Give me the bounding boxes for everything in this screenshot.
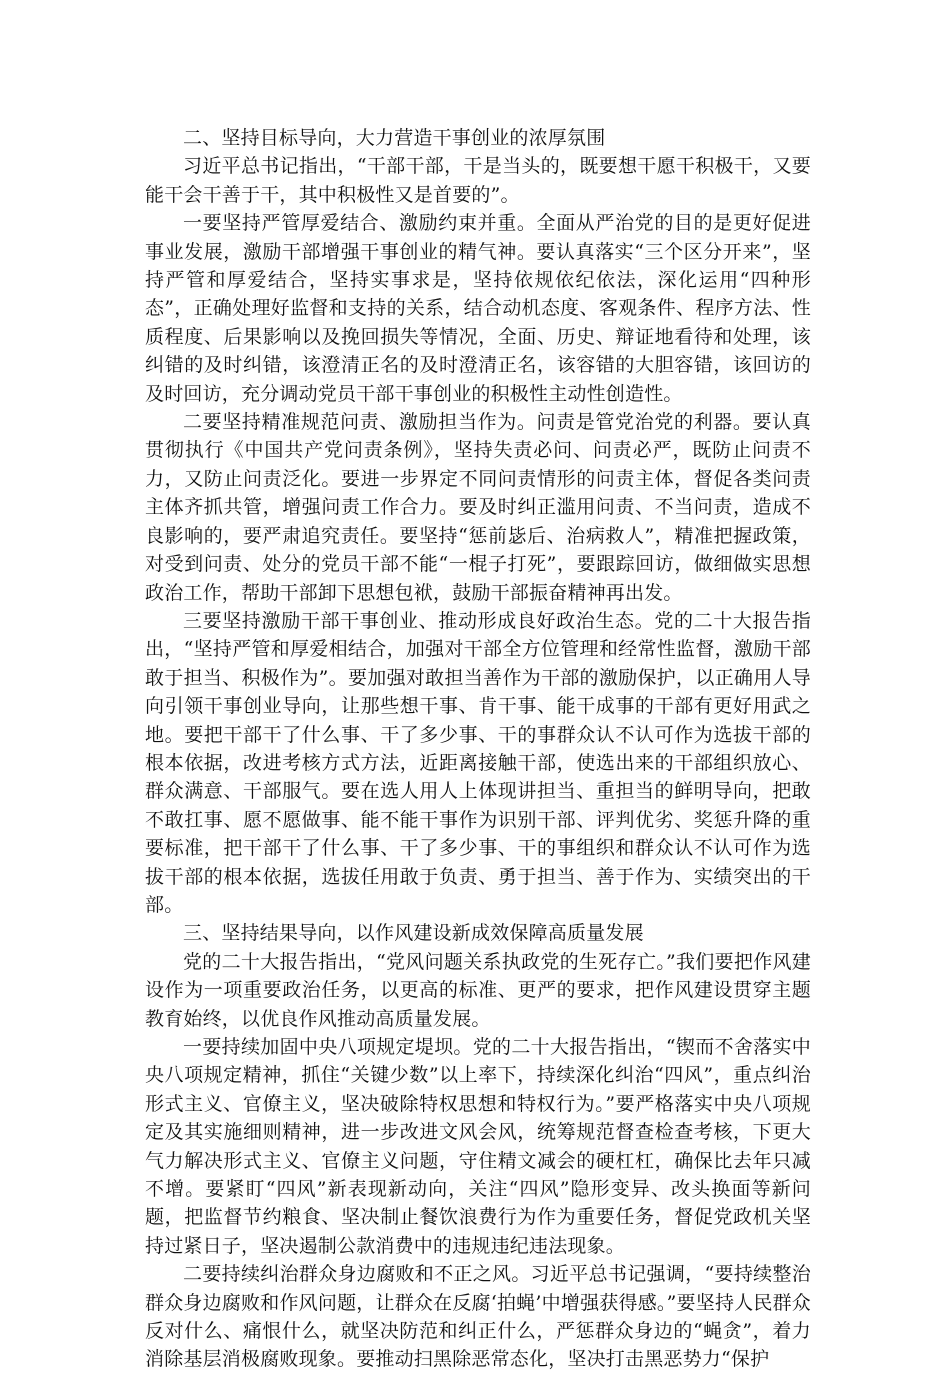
body-paragraph: 二要持续纠治群众身边腐败和不正之风。习近平总书记强调，“要持续整治群众身边腐败和作风问题，让群众在反腐‘拍蝇’中增强获得感。”要坚持人民群众反对什么、痛恨什么，就坚决防范和纠正什么，严惩群众身边的“蝇贪”，着力消除基层消极腐败现象。要推动扫黑除恶常态化，坚决打击黑恶势力“保护 xyxy=(145,1263,811,1371)
section-heading-three: 三、坚持结果导向，以作风建设新成效保障高质量发展 xyxy=(183,922,644,945)
body-paragraph: 一要坚持严管厚爱结合、激励约束并重。全面从严治党的目的是更好促进事业发展，激励干部增强干事创业的精气神。要认真落实“三个区分开来”，坚持严管和厚爱结合，坚持实事求是，坚持依规依纪依法，深化运用“四种形态”，正确处理好监督和支持的关系，结合动机态度、客观条件、程序方法、性质程度、后果影响以及挽回损失等情况，全面、历史、辩证地看待和处理，该纠错的及时纠错，该澄清正名的及时澄清正名，该容错的大胆容错，该回访的及时回访，充分调动党员干部干事创业的积极性主动性创造性。 xyxy=(145,212,811,405)
document-body xyxy=(145,124,811,1374)
body-paragraph: 一要持续加固中央八项规定堤坝。党的二十大报告指出，“锲而不舍落实中央八项规定精神，抓住“关键少数”以上率下，持续深化纠治“四风”，重点纠治形式主义、官僚主义，坚决破除特权思想和特权行为。”要严格落实中央八项规定及其实施细则精神，进一步改进文风会风，统筹规范督查检查考核，下更大气力解决形式主义、官僚主义问题，守住精文减会的硬杠杠，确保比去年只减不增。要紧盯“四风”新表现新动向，关注“四风”隐形变异、改头换面等新问题，把监督节约粮食、坚决制止餐饮浪费行为作为重要任务，督促党政机关坚持过紧日子，坚决遏制公款消费中的违规违纪违法现象。 xyxy=(145,1036,811,1257)
section-heading-two: 二、坚持目标导向，大力营造干事创业的浓厚氛围 xyxy=(183,127,606,149)
quote-paragraph: 党的二十大报告指出，“党风问题关系执政党的生死存亡。”我们要把作风建设作为一项重要政治任务，以更高的标准、更严的要求，把作风建设贯穿主题教育始终，以优良作风推动高质量发展。 xyxy=(145,950,811,1030)
body-paragraph: 三要坚持激励干部干事创业、推动形成良好政治生态。党的二十大报告指出，“坚持严管和厚爱相结合，加强对干部全方位管理和经常性监督，激励干部敢于担当、积极作为”。要加强对敢担当善作为干部的激励保护，以正确用人导向引领干事创业导向，让那些想干事、肯干事、能干成事的干部有更好用武之地。要把干部干了什么事、干了多少事、干的事群众认不认可作为选拔干部的根本依据，改进考核方式方法，近距离接触干部，使选出来的干部组织放心、群众满意、干部服气。要在选人用人上体现讲担当、重担当的鲜明导向，把敢不敢扛事、愿不愿做事、能不能干事作为识别干部、评判优劣、奖惩升降的重要标准，把干部干了什么事、干了多少事、干的事组织和群众认不认可作为选拔干部的根本依据，选拔任用敢于负责、勇于担当、善于作为、实绩突出的干部。 xyxy=(145,609,811,916)
quote-paragraph: 习近平总书记指出，“干部干部，干是当头的，既要想干愿干积极干，又要能干会干善于干，其中积极性又是首要的”。 xyxy=(145,155,811,206)
body-paragraph: 二要坚持精准规范问责、激励担当作为。问责是管党治党的利器。要认真贯彻执行《中国共产党问责条例》，坚持失责必问、问责必严，既防止问责不力，又防止问责泛化。要进一步界定不同问责情形的问责主体，督促各类问责主体齐抓共管，增强问责工作合力。要及时纠正滥用问责、不当问责，造成不良影响的，要严肃追究责任。要坚持“惩前毖后、治病救人”，精准把握政策，对受到问责、处分的党员干部不能“一棍子打死”，要跟踪回访，做细做实思想政治工作，帮助干部卸下思想包袱，鼓励干部振奋精神再出发。 xyxy=(145,411,811,604)
